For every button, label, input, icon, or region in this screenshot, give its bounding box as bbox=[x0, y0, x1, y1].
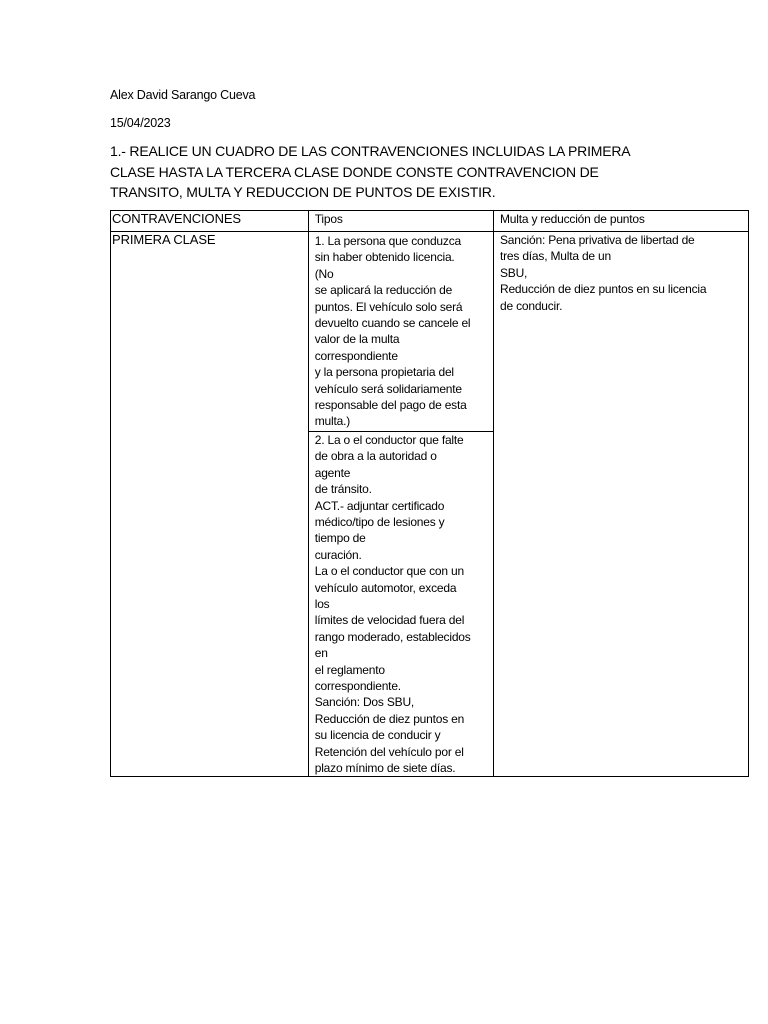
cell-line: Reducción de diez puntos en su licencia bbox=[499, 282, 707, 297]
cell-line: La o el conductor que con un bbox=[314, 564, 464, 579]
cell-line: Reducción de diez puntos en bbox=[314, 711, 465, 726]
document-date: 15/04/2023 bbox=[110, 116, 171, 130]
cell-line: de conducir. bbox=[499, 298, 563, 313]
cell-line: Retención del vehículo por el bbox=[314, 744, 464, 759]
cell-line: su licencia de conducir y bbox=[314, 728, 441, 743]
cell-line: agente bbox=[314, 465, 351, 480]
cell-line: valor de la multa bbox=[314, 332, 400, 347]
cell-line: vehículo automotor, exceda bbox=[314, 580, 457, 595]
cell-line: curación. bbox=[314, 547, 362, 562]
cell-line: responsable del pago de esta bbox=[314, 398, 467, 413]
cell-line: vehículo será solidariamente bbox=[314, 381, 462, 396]
cell-line: Sanción: Pena privativa de libertad de bbox=[499, 233, 695, 247]
question-heading bbox=[110, 141, 650, 203]
cell-line: plazo mínimo de siete días. bbox=[314, 761, 456, 775]
class-label: PRIMERA CLASE bbox=[111, 232, 309, 777]
cell-line: y la persona propietaria del bbox=[314, 365, 454, 380]
penalty-cell bbox=[493, 232, 748, 777]
cell-line: límites de velocidad fuera del bbox=[314, 613, 465, 628]
cell-line: multa.) bbox=[314, 414, 351, 429]
question-line: TRANSITO, MULTA Y REDUCCION DE PUNTOS DE EXISTIR. bbox=[110, 184, 496, 200]
cell-line: de tránsito. bbox=[314, 482, 372, 497]
cell-line: tiempo de bbox=[314, 531, 366, 546]
cell-line: correspondiente bbox=[314, 348, 398, 363]
header-contravenciones: CONTRAVENCIONES bbox=[111, 211, 309, 232]
type-1-cell bbox=[308, 232, 493, 432]
author-name: Alex David Sarango Cueva bbox=[110, 88, 256, 102]
question-line: CLASE HASTA LA TERCERA CLASE DONDE CONSTE CONTRAVENCION DE bbox=[110, 163, 599, 180]
header-multa: Multa y reducción de puntos bbox=[493, 211, 748, 232]
cell-line: ACT.- adjuntar certificado bbox=[314, 498, 445, 513]
cell-line: tres días, Multa de un bbox=[499, 249, 611, 264]
cell-line: de obra a la autoridad o bbox=[314, 449, 437, 464]
cell-line: devuelto cuando se cancele el bbox=[314, 316, 471, 331]
cell-line: médico/tipo de lesiones y bbox=[314, 514, 445, 529]
type-2-cell bbox=[308, 431, 493, 777]
header-tipos: Tipos bbox=[308, 211, 493, 232]
cell-line: SBU, bbox=[499, 265, 528, 280]
table-row bbox=[111, 232, 749, 432]
contraventions-table bbox=[110, 210, 749, 777]
cell-line: rango moderado, establecidos bbox=[314, 629, 471, 644]
cell-line: los bbox=[314, 596, 330, 611]
cell-line: 1. La persona que conduzca bbox=[314, 234, 461, 248]
cell-line: (No bbox=[314, 266, 334, 281]
question-line: 1.- REALICE UN CUADRO DE LAS CONTRAVENCIONES INCLUIDAS LA PRIMERA bbox=[110, 143, 631, 159]
cell-line: puntos. El vehículo solo será bbox=[314, 299, 463, 314]
table-header-row bbox=[111, 211, 749, 232]
cell-line: el reglamento bbox=[314, 662, 385, 677]
cell-line: sin haber obtenido licencia. bbox=[314, 250, 455, 265]
cell-line: 2. La o el conductor que falte bbox=[314, 432, 464, 447]
cell-line: en bbox=[314, 646, 328, 661]
cell-line: se aplicará la reducción de bbox=[314, 283, 453, 298]
cell-line: correspondiente. bbox=[314, 678, 401, 693]
cell-line: Sanción: Dos SBU, bbox=[314, 695, 415, 710]
